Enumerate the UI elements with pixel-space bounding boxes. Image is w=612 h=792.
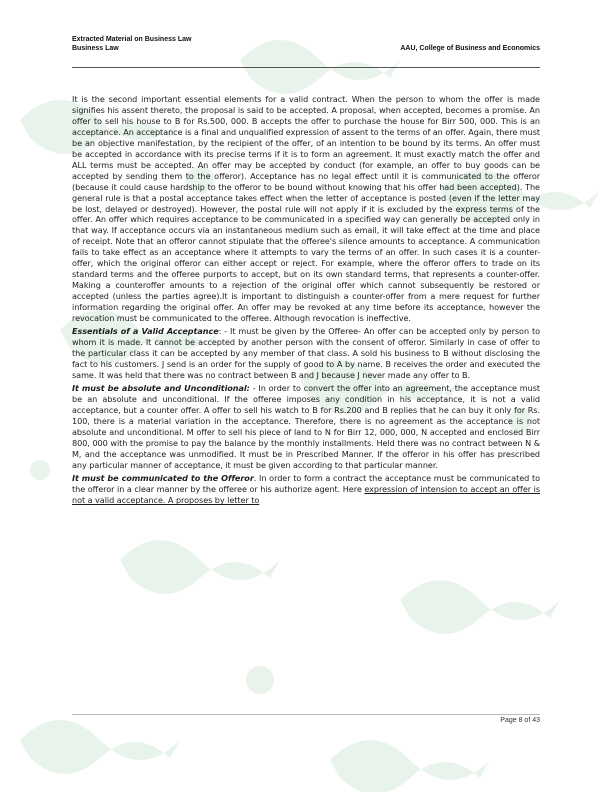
paragraph-absolute bbox=[72, 383, 540, 471]
absolute-text: - In order to convert the offer into an agreement, the acceptance must be an absolute and unconditional. If the offeree imposes any condition in his acceptance, it is not a valid acceptance, but a counter offer. A offer to sell his watch to B for Rs.200 and B replies that he can buy it only for Rs. 100, there is a material variation in the acceptance. Therefore, there is no agreement as the acceptance is not absolute and unconditional. M offer to sell his piece of land to N for Birr 12, 000, 000, N accepted and enclosed Birr 800, 000 with the promise to pay the balance by the monthly installments. Held there was no contract between N & M, and the acceptance was unmodified. It must be in Prescribed Manner. If the offeror in his offer has prescribed any particular manner of acceptance, it must be given according to that particular manner. bbox=[72, 383, 540, 471]
header-row bbox=[72, 44, 540, 53]
body-text bbox=[72, 94, 540, 508]
paragraph-acceptance-intro: It is the second important essential elements for a valid contract. When the person to whom the offer is made signifies his assent thereto, the proposal is said to be accepted. A proposal, when accepted, becomes a promise. An offer to sell his house to B for Rs.500, 000. B accepts the offer to purchase the house for Birr 500, 000. This is an acceptance. An acceptance is a final and unqualified expression of assent to the terms of an offer. Again, there must be an objective manifestation, by the recipient of the offer, of an intention to be bound by its terms. An offer must be accepted in accordance with its precise terms if it is to form an agreement. It must exactly match the offer and ALL terms must be accepted. An offer may be accepted by conduct (for example, an offer to buy goods can be accepted by sending them to the offeror). Acceptance has no legal effect until it is communicated to the offeror (because it could cause hardship to the offeror to be bound without knowing that his offer had been accepted). The general rule is that a postal acceptance takes effect when the letter of acceptance is posted (even if the letter may be lost, delayed or destroyed). However, the postal rule will not apply if it is excluded by the express terms of the offer. An offer which requires acceptance to be communicated in a specified way can generally be accepted only in that way. If acceptance occurs via an instantaneous medium such as email, it will take effect at the time and place of receipt. Note that an offeror cannot stipulate that the offeree's silence amounts to acceptance. A communication fails to take effect as an acceptance where it attempts to vary the terms of an offer. In such cases it is a counter-offer, which the original offeror can either accept or reject. For example, where the offeror offers to trade on its standard terms and the offeree purports to accept, but on its own standard terms, that represents a counter-offer. Making a counteroffer amounts to a rejection of the original offer which cannot subsequently be restored or accepted (unless the parties agree).It is important to distinguish a counter-offer from a mere request for further information regarding the original offer. An offer may be revoked at any time before its acceptance, however the revocation must be communicated to the offeree. Although revocation is ineffective. bbox=[72, 94, 540, 324]
communicated-underlined-text: expression of intension to accept an offer is not a valid acceptance. A proposes by letter to bbox=[72, 484, 541, 506]
paragraph-essentials bbox=[72, 326, 540, 381]
heading-absolute: It must be absolute and Unconditional: bbox=[72, 383, 250, 394]
page-number: Page 8 of 43 bbox=[500, 717, 540, 724]
header-course: Business Law bbox=[72, 45, 119, 52]
essentials-text: : - It must be given by the Offeree- An offer can be accepted only by person to whom it is made. It cannot be accepted by another person with the consent of offeror. Similarly in case of offer to the particular class it can be accepted by any member of that class. A sold his business to B without disclosing the fact to his customers. J send is an order for the supply of good to A by name. B receives the order and executed the same. It was held that there was no contract between B and J because J never made any offer to B. bbox=[72, 326, 540, 381]
paragraph-communicated bbox=[72, 473, 540, 506]
page-header bbox=[72, 35, 540, 53]
footer-divider bbox=[72, 714, 540, 715]
heading-essentials: Essentials of a Valid Acceptance bbox=[72, 326, 219, 337]
heading-communicated: It must be communicated to the Offeror bbox=[72, 473, 254, 484]
header-document-title: Extracted Material on Business Law bbox=[72, 36, 192, 43]
header-institution: AAU, College of Business and Economics bbox=[400, 45, 540, 52]
header-divider bbox=[72, 67, 540, 68]
communicated-text: . In order to form a contract the acceptance must be communicated to the offeror in a clear manner by the offeree or his authorize agent. Here bbox=[72, 473, 540, 495]
